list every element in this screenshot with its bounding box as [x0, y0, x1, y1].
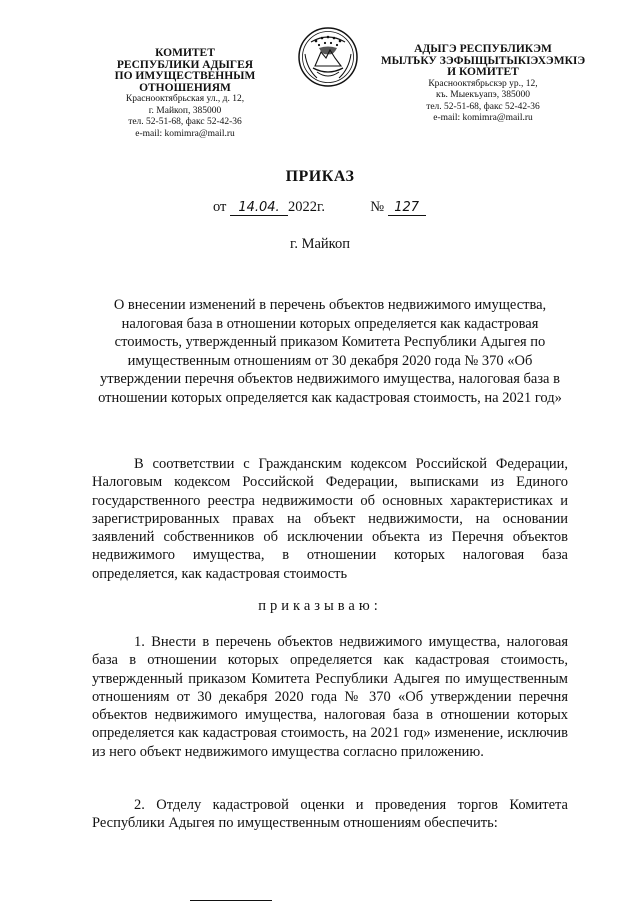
letterhead-left-line2: РЕСПУБЛИКИ АДЫГЕЯ — [116, 58, 254, 71]
letterhead-right — [368, 44, 598, 125]
handwritten-date: 14.04. — [230, 200, 288, 216]
letterhead-left-address: Краснооктябрьская ул., д. 12, — [125, 94, 245, 104]
letterhead-right-phone: тел. 52-51-68, факс 52-42-36 — [426, 101, 540, 112]
letterhead-left — [85, 48, 285, 140]
order-item-2: 2. Отделу кадастровой оценки и проведения торгов Комитета Республики Адыгея по имущественным отношениям обеспечить: — [92, 797, 568, 832]
document-title: ПРИКАЗ — [285, 168, 355, 185]
order-date-number — [213, 199, 473, 216]
order-subject: О внесении изменений в перечень объектов недвижимого имущества, налоговая база в отношении которых определяется как кадастровая стоимость, утвержденный приказом Комитета Республики Адыгея по имущественным отношениям от 30 декабря 2020 года № 370 «Об утверждении перечня объектов недвижимого имущества, налоговая база в отношении которых определяется как кадастровая стоимость, на 2021 год» — [98, 297, 562, 406]
letterhead-right-line1: АДЫГЭ РЕСПУБЛИКЭМ — [414, 43, 552, 55]
letterhead-left-phone: тел. 52-51-68, факс 52-42-36 — [128, 117, 242, 127]
order-word: приказываю: — [258, 598, 382, 614]
letterhead-left-city: г. Майкоп, 385000 — [148, 105, 222, 116]
issue-city: г. Майкоп — [290, 236, 350, 252]
letterhead-left-line3: ПО ИМУЩЕСТВЕННЫМ ОТНОШЕНИЯМ — [114, 70, 256, 94]
coat-of-arms-emblem — [297, 24, 359, 90]
letterhead-right-line2: МЫЛЪКУ ЗЭФЫЩЫТЫКІЭХЭМКІЭ — [380, 54, 586, 67]
preamble-paragraph: В соответствии с Гражданским кодексом Российской Федерации, Налоговым кодексом Российской Федерации, выписками из Единого государственного реестра недвижимости об основных характеристиках и зарегистрированных правах на объект недвижимости, на основании заявлений собственников об исключении объекта из Перечня объектов недвижимого имущества, в отношении которых налоговая база определяется, как кадастровая стоимость — [92, 456, 568, 582]
letterhead-right-email: e-mail: komimra@mail.ru — [433, 113, 533, 123]
footnote-divider — [190, 900, 272, 901]
letterhead-right-city: къ. Мыекъуапэ, 385000 — [436, 90, 530, 100]
number-label: № — [370, 199, 385, 215]
letterhead-right-address: Краснооктябрьскэр ур., 12, — [428, 78, 538, 89]
handwritten-number: 127 — [388, 200, 426, 216]
date-prefix: от — [213, 199, 227, 215]
letterhead-right-line3: И КОМИТЕТ — [447, 66, 519, 78]
letterhead-left-line1: КОМИТЕТ — [155, 47, 215, 59]
order-item-1: 1. Внести в перечень объектов недвижимого имущества, налоговая база в отношении которых определяется как кадастровая стоимость, утвержденный приказом Комитета Республики Адыгея по имущественным отношениям от 30 декабря 2020 года № 370 «Об утверждении перечня объектов недвижимого имущества, налоговая база в отношении которых определяется как кадастровая стоимость, на 2021 год» изменение, исключив из него объект недвижимого имущества согласно приложению. — [92, 634, 568, 760]
date-year: 2022г. — [288, 199, 325, 215]
letterhead-left-email: e-mail: komimra@mail.ru — [135, 128, 235, 139]
